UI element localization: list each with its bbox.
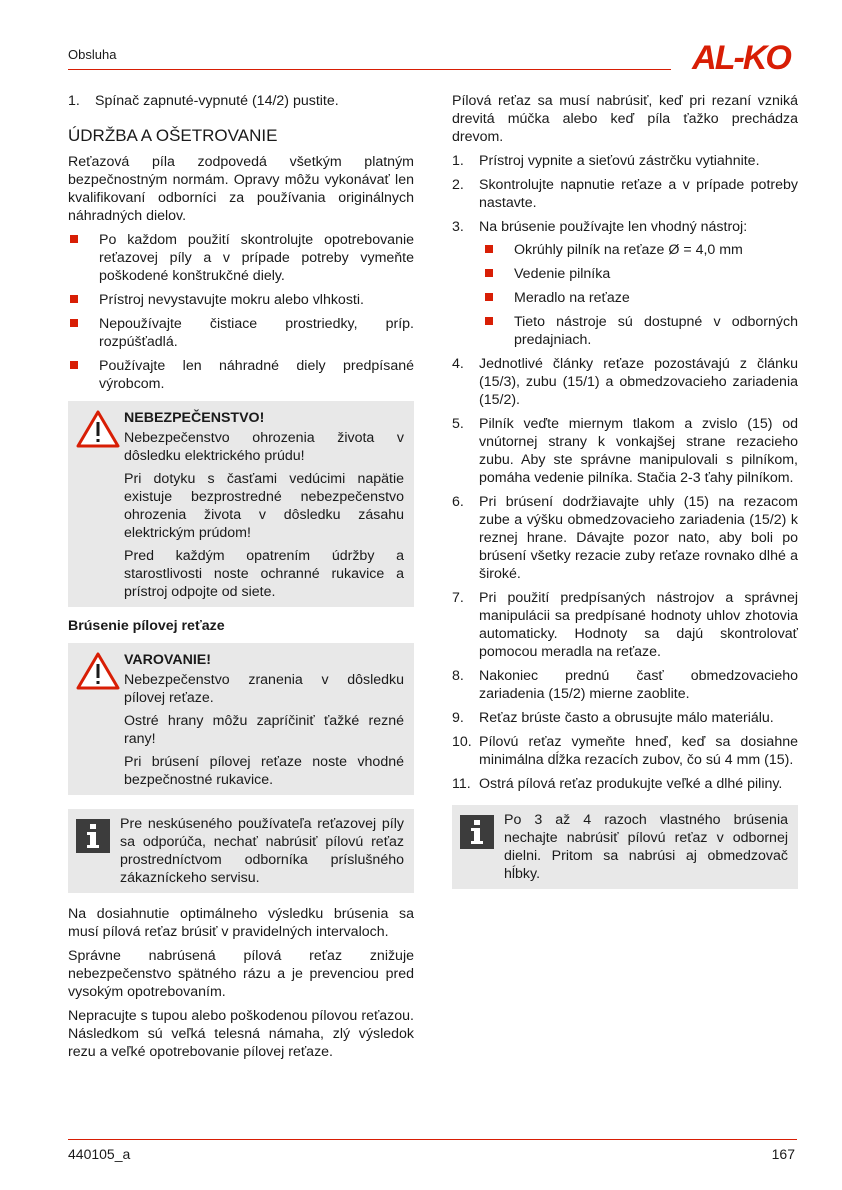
right-column <box>452 92 798 897</box>
list-item: Meradlo na reťaze <box>483 289 798 307</box>
step-text: Skontrolujte napnutie reťaze a v prípade potreby nastavte. <box>479 177 798 211</box>
step-text: Prístroj vypnite a sieťovú zástrčku vytiahnite. <box>479 153 760 169</box>
danger-title: NEBEZPEČENSTVO! <box>124 410 265 426</box>
info-icon <box>76 819 110 853</box>
body-paragraph: Nepracujte s tupou alebo poškodenou pílovou reťazou. Následkom sú veľká telesná námaha, zlý výsledok rezu a veľké opotrebovanie pílovej reťaze. <box>68 1008 414 1060</box>
step-number: 3. <box>452 219 464 235</box>
warning-triangle-icon <box>76 409 120 449</box>
warning-triangle-icon <box>76 651 120 691</box>
step-text: Pri použití predpísaných nástrojov a správnej manipulácii sa predpísané hodnoty uhlov zhotovia automaticky. Hodnoty sa dajú skontrolovať pomocou meradla na reťaze. <box>479 590 798 660</box>
warning-title: VAROVANIE! <box>124 652 211 668</box>
step-number: 10. <box>452 734 472 750</box>
step-number: 8. <box>452 668 464 684</box>
step-text: Pilník veďte miernym tlakom a zvislo (15) od vnútornej strany k vonkajšej strane rezacieho zubu. Aby ste správne manipulovali s pilníkom, pomáha vedenie pilníka. Stačia 2-3 ťahy pilníkom. <box>479 416 798 486</box>
step-release-switch <box>68 92 414 110</box>
step-number: 6. <box>452 494 464 510</box>
page-number: 167 <box>771 1146 795 1162</box>
info-notice <box>68 809 414 893</box>
header-section-title: Obsluha <box>68 47 117 62</box>
list-item: Okrúhly pilník na reťaze Ø = 4,0 mm <box>483 241 798 259</box>
list-item: Používajte len náhradné diely predpísané výrobcom. <box>68 357 414 393</box>
document-code: 440105_a <box>68 1146 131 1162</box>
step-text: Na brúsenie používajte len vhodný nástroj: <box>479 219 748 235</box>
list-item <box>452 415 798 487</box>
step-number: 1. <box>452 153 464 169</box>
list-item: Vedenie pilníka <box>483 265 798 283</box>
warning-text: Pri brúsení pílovej reťaze noste vhodné bezpečnostné rukavice. <box>124 754 404 788</box>
danger-notice <box>68 401 414 607</box>
info-notice <box>452 805 798 889</box>
alko-logo <box>683 42 799 72</box>
step-number: 4. <box>452 356 464 372</box>
danger-text: Nebezpečenstvo ohrozenia života v dôsledku elektrického prúdu! <box>124 430 404 464</box>
step-number: 1. <box>68 93 80 109</box>
list-item <box>452 493 798 583</box>
header-divider <box>68 69 671 70</box>
svg-text:AL-KO: AL-KO <box>692 42 790 72</box>
warning-text: Nebezpečenstvo zranenia v dôsledku pílovej reťaze. <box>124 672 404 706</box>
maintenance-intro: Reťazová píla zodpovedá všetkým platným bezpečnostným normám. Opravy môžu vykonávať len kvalifikovaní odborníci za používania originálnych náhradných dielov. <box>68 154 414 224</box>
step-number: 2. <box>452 177 464 193</box>
sharpening-steps <box>452 152 798 793</box>
list-item <box>452 709 798 727</box>
list-item <box>452 152 798 170</box>
list-item: Nepoužívajte čistiace prostriedky, príp. rozpúšťadlá. <box>68 315 414 351</box>
info-icon <box>460 815 494 849</box>
step-text: Nakoniec prednú časť obmedzovacieho zariadenia (15/2) mierne zaoblite. <box>479 668 798 702</box>
step-number: 7. <box>452 590 464 606</box>
step-text: Pri brúsení dodržiavajte uhly (15) na rezacom zube a výšku obmedzovacieho zariadenia (15/2) k reznej hrane. Dávajte pozor nato, aby boli po brúsení všetky rezacie zuby reťaze rovnako dlhé a široké. <box>479 494 798 582</box>
maintenance-heading: ÚDRŽBA A OŠETROVANIE <box>68 126 278 145</box>
sharpening-intro: Pílová reťaz sa musí nabrúsiť, keď pri rezaní vzniká drevitá múčka alebo keď píla ťažko prechádza drevom. <box>452 93 798 145</box>
list-item <box>452 667 798 703</box>
list-item <box>452 733 798 769</box>
tools-list <box>479 241 798 349</box>
list-item <box>452 775 798 793</box>
list-item <box>452 218 798 349</box>
list-item <box>452 355 798 409</box>
list-item: Prístroj nevystavujte mokru alebo vlhkosti. <box>68 291 414 309</box>
step-number: 9. <box>452 710 464 726</box>
step-number: 11. <box>452 776 471 792</box>
step-number: 5. <box>452 416 464 432</box>
sharpening-heading: Brúsenie pílovej reťaze <box>68 618 225 634</box>
step-text: Spínač zapnuté-vypnuté (14/2) pustite. <box>95 93 339 109</box>
left-column <box>68 92 414 1067</box>
body-paragraph: Na dosiahnutie optimálneho výsledku brúsenia sa musí pílová reťaz brúsiť v pravidelných intervaloch. <box>68 906 414 940</box>
warning-text: Ostré hrany môžu zapríčiniť ťažké rezné rany! <box>124 713 404 747</box>
body-paragraph: Správne nabrúsená pílová reťaz znižuje nebezpečenstvo spätného rázu a je prevenciou pred vysokým opotrebovaním. <box>68 948 414 1000</box>
warning-notice <box>68 643 414 795</box>
info-text: Pre neskúseného používateľa reťazovej píly sa odporúča, nechať nabrúsiť pílovú reťaz prostredníctvom odborníka príslušného zákazníckeho servisu. <box>120 816 404 886</box>
maintenance-bullet-list <box>68 231 414 393</box>
danger-text: Pri dotyku s časťami vedúcimi napätie existuje bezprostredné nebezpečenstvo ohrozenia života v dôsledku zásahu elektrickým prúdom! <box>124 471 404 541</box>
step-text: Pílovú reťaz vymeňte hneď, keď sa dosiahne minimálna dĺžka rezacích zubov, čo sú 4 mm (15). <box>479 734 798 768</box>
step-text: Ostrá pílová reťaz produkujte veľké a dlhé piliny. <box>479 776 783 792</box>
step-text: Reťaz brúste často a obrusujte málo materiálu. <box>479 710 774 726</box>
info-text: Po 3 až 4 razoch vlastného brúsenia nechajte nabrúsiť pílovú reťaz v odbornej dielni. Pritom sa nabrúsi aj obmedzovač hĺbky. <box>504 812 788 882</box>
list-item: Po každom použití skontrolujte opotrebovanie reťazovej píly a v prípade potreby vymeňte poškodené konštrukčné diely. <box>68 231 414 285</box>
footer-divider <box>68 1139 797 1140</box>
danger-text: Pred každým opatrením údržby a starostlivosti noste ochranné rukavice a prístroj odpojte od siete. <box>124 548 404 600</box>
list-item: Tieto nástroje sú dostupné v odborných predajniach. <box>483 313 798 349</box>
list-item <box>452 176 798 212</box>
list-item <box>452 589 798 661</box>
step-text: Jednotlivé články reťaze pozostávajú z článku (15/3), zubu (15/1) a obmedzovacieho zariadenia (15/2). <box>479 356 798 408</box>
